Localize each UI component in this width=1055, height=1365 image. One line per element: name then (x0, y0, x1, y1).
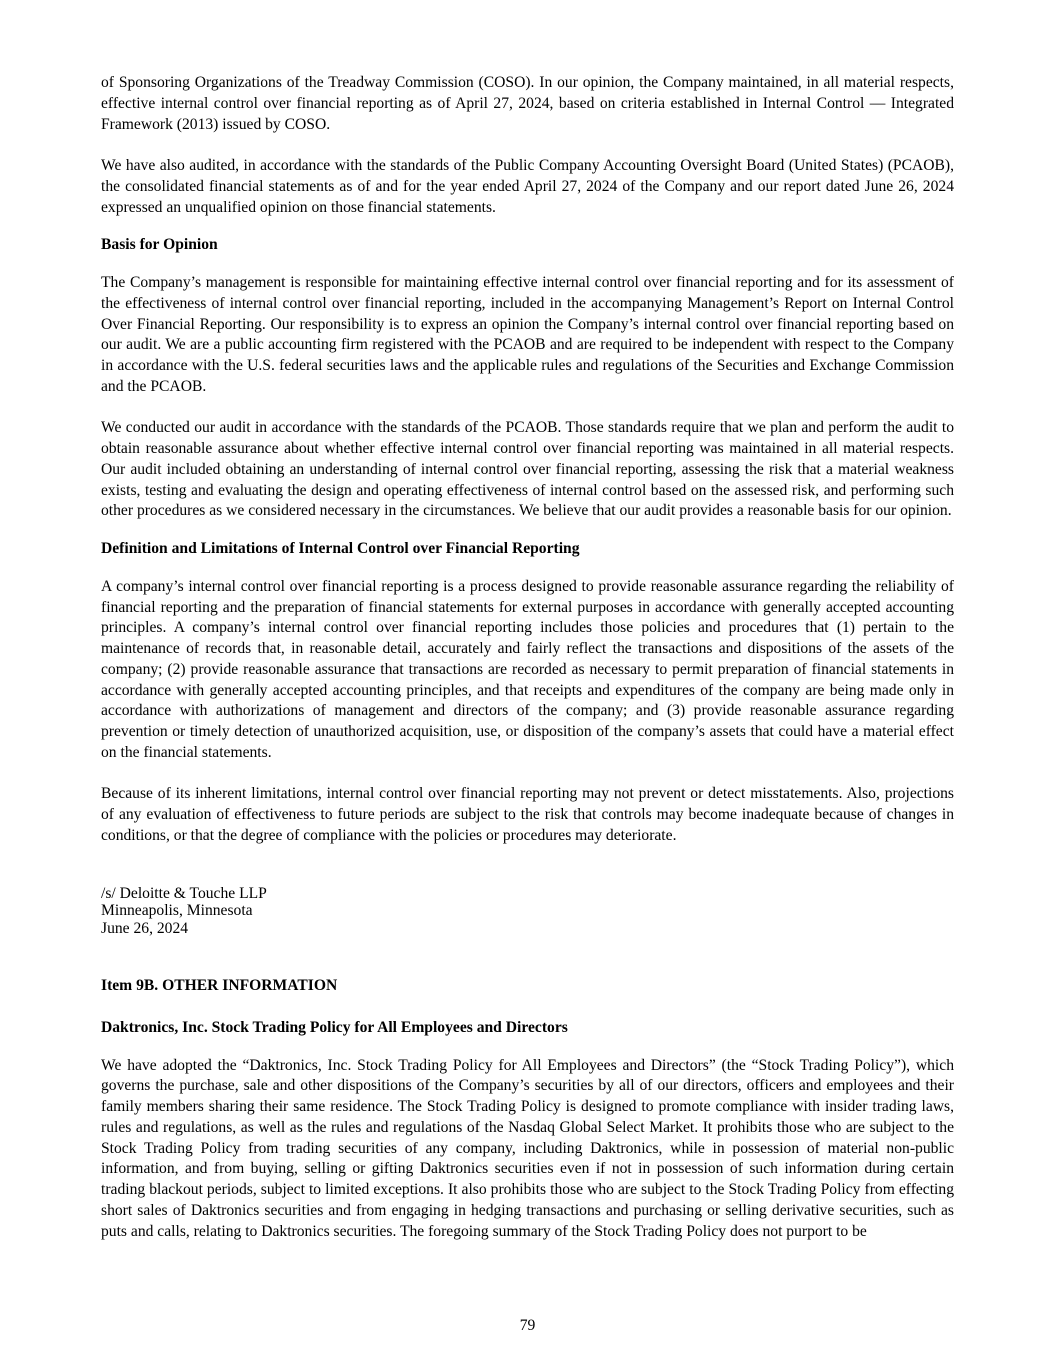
management-responsibility-paragraph: The Company’s management is responsible for maintaining effective internal control over financial reporting and for its assessment of the effectiveness of internal control over financial reporting, included in the accompanying Management’s Report on Internal Control Over Financial Reporting. Our responsibility is to express an opinion the Company’s internal control over financial reporting based on our audit. We are a public accounting firm registered with the PCAOB and are required to be independent with respect to the Company in accordance with the U.S. federal securities laws and the applicable rules and regulations of the Securities and Exchange Commission and the PCAOB. (101, 274, 954, 395)
page-number: 79 (519, 1317, 536, 1334)
pcaob-audit-paragraph: We have also audited, in accordance with the standards of the Public Company Accounting Oversight Board (United States) (PCAOB), the consolidated financial statements as of and for the year ended April 27, 2024 of the Company and our report dated June 26, 2024 expressed an unqualified opinion on those financial statements. (101, 157, 954, 216)
signature-firm: /s/ Deloitte & Touche LLP (101, 884, 267, 902)
internal-control-definition-paragraph: A company’s internal control over financial reporting is a process designed to provide reasonable assurance regarding the reliability of financial reporting and the preparation of financial statements for external purposes in accordance with generally accepted accounting principles. A company’s internal control over financial reporting includes those policies and procedures that (1) pertain to the maintenance of records that, in reasonable detail, accurately and fairly reflect the transactions and dispositions of the assets of the company; (2) provide reasonable assurance that transactions are recorded as necessary to permit preparation of financial statements in accordance with generally accepted accounting principles, and that receipts and expenditures of the company are being made only in accordance with authorizations of management and directors of the company; and (3) provide reasonable assurance regarding prevention or timely detection of unauthorized acquisition, use, or disposition of the company’s assets that could have a material effect on the financial statements. (101, 577, 954, 761)
audit-conduct-paragraph: We conducted our audit in accordance with the standards of the PCAOB. Those standards require that we plan and perform the audit to obtain reasonable assurance about whether effective internal control over financial reporting was maintained in all material respects. Our audit included obtaining an understanding of internal control over financial reporting, assessing the risk that a material weakness exists, testing and evaluating the design and operating effectiveness of internal control based on the assessed risk, and performing such other procedures as we considered necessary in the circumstances. We believe that our audit provides a reasonable basis for our opinion. (101, 419, 954, 520)
signature-location: Minneapolis, Minnesota (101, 902, 253, 919)
stock-trading-policy-heading: Daktronics, Inc. Stock Trading Policy for All Employees and Directors (101, 1018, 568, 1036)
auditor-signature-block (101, 885, 954, 938)
coso-opinion-paragraph: of Sponsoring Organizations of the Treadway Commission (COSO). In our opinion, the Company maintained, in all material respects, effective internal control over financial reporting as of April 27, 2024, based on criteria established in Internal Control — Integrated Framework (2013) issued by COSO. (101, 74, 954, 133)
inherent-limitations-paragraph: Because of its inherent limitations, internal control over financial reporting may not prevent or detect misstatements. Also, projections of any evaluation of effectiveness to future periods are subject to the risk that controls may become inadequate because of changes in conditions, or that the degree of compliance with the policies or procedures may deteriorate. (101, 785, 954, 844)
stock-trading-policy-paragraph: We have adopted the “Daktronics, Inc. Stock Trading Policy for All Employees and Directors” (the “Stock Trading Policy”), which governs the purchase, sale and other dispositions of the Company’s securities by all of our directors, officers and employees and their family members sharing their same residence. The Stock Trading Policy is designed to promote compliance with insider trading laws, rules and regulations, as well as the rules and regulations of the Nasdaq Global Select Market. It prohibits those who are subject to the Stock Trading Policy from trading securities of any company, including Daktronics, while in possession of material non-public information, and from buying, selling or gifting Daktronics securities even if not in possession of such information during certain trading blackout periods, subject to limited exceptions. It also prohibits those who are subject to the Stock Trading Policy from effecting short sales of Daktronics securities and from engaging in hedging transactions and purchasing or selling derivative securities, such as puts and calls, relating to Daktronics securities. The foregoing summary of the Stock Trading Policy does not purport to be (101, 1056, 954, 1240)
basis-for-opinion-heading: Basis for Opinion (101, 236, 218, 254)
document-page (101, 73, 954, 1242)
signature-date: June 26, 2024 (101, 919, 189, 937)
item-9b-heading: Item 9B. OTHER INFORMATION (101, 977, 338, 994)
definition-limitations-heading: Definition and Limitations of Internal Control over Financial Reporting (101, 540, 580, 557)
